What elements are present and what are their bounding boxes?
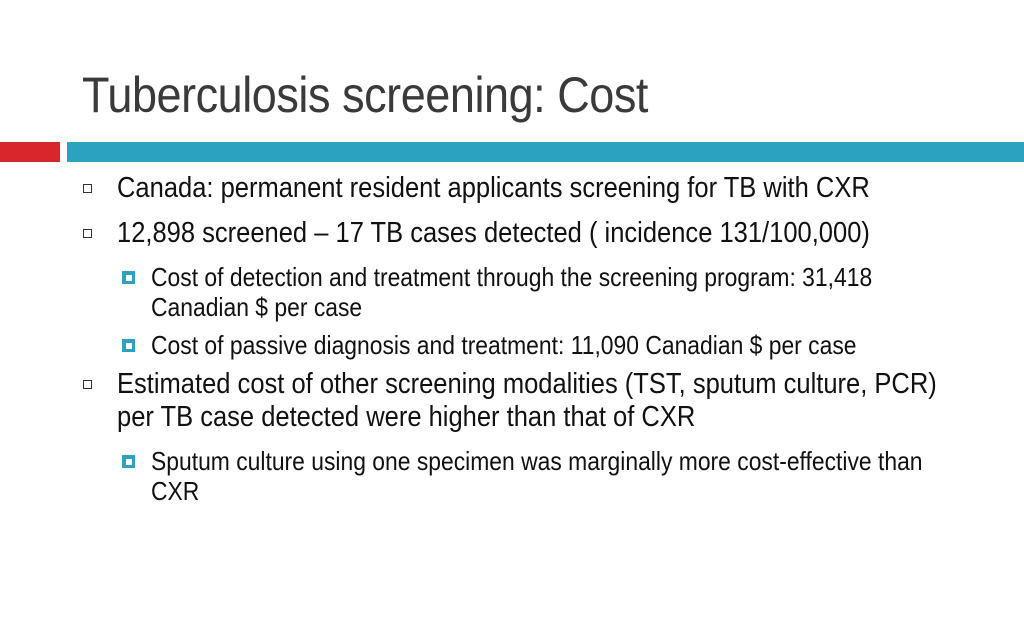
sub-bullet-item (82, 446, 982, 506)
sub-bullet-text: Sputum culture using one specimen was marginally more cost-effective than CXR (151, 446, 923, 506)
accent-bar-red (0, 142, 60, 162)
teal-square-bullet-icon (122, 271, 135, 284)
sub-bullet-item (82, 262, 982, 322)
sub-bullet-item (82, 330, 982, 360)
bullet-text: Canada: permanent resident applicants screening for TB with CXR (117, 172, 870, 204)
bullet-item (82, 172, 947, 205)
sub-bullet-text: Cost of passive diagnosis and treatment: 11,090 Canadian $ per case (151, 330, 857, 360)
slide-title: Tuberculosis screening: Cost (82, 67, 648, 123)
teal-square-bullet-icon (122, 339, 135, 352)
bullet-item (82, 368, 947, 434)
bullet-list (82, 172, 982, 514)
teal-square-bullet-icon (122, 455, 135, 468)
accent-bar-teal (67, 142, 1024, 162)
hollow-square-bullet-icon (83, 380, 92, 389)
sub-bullet-text: Cost of detection and treatment through the screening program: 31,418 Canadian $ per case (151, 262, 873, 322)
bullet-item (82, 217, 947, 250)
hollow-square-bullet-icon (83, 184, 92, 193)
hollow-square-bullet-icon (83, 229, 92, 238)
bullet-text: 12,898 screened – 17 TB cases detected ( incidence 131/100,000) (117, 217, 870, 249)
bullet-text: Estimated cost of other screening modalities (TST, sputum culture, PCR) per TB case detected were higher than that of CXR (117, 368, 937, 433)
